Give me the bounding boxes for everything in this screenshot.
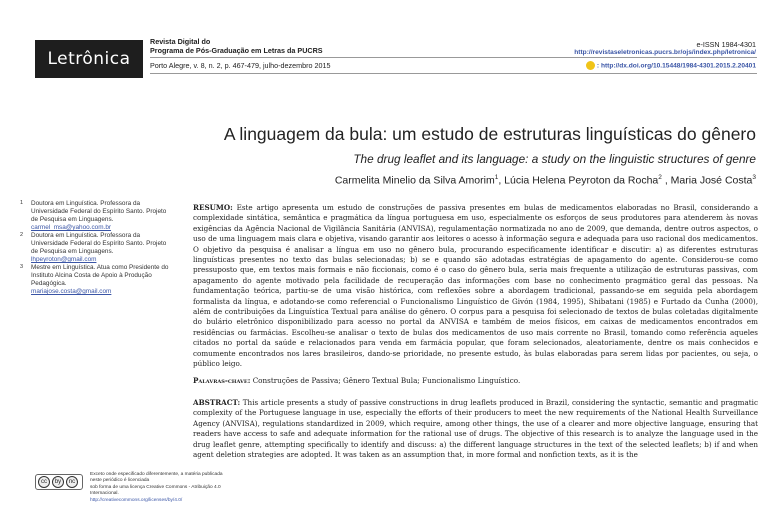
article-subtitle: The drug leaflet and its language: a study on the linguistic structures of genre [353,152,756,166]
doi-link[interactable]: : http://dx.doi.org/10.15448/1984-4301.2015.2.20401 [586,61,756,70]
header-rule-top [150,57,757,58]
author-list: Carmelita Minelio da Silva Amorim$^1$, Lúcia Helena Peyroton da Rocha$^2$ , Maria José Costa$^3$ [334,174,756,187]
nc-icon: nc [66,476,78,488]
email-link[interactable]: carmel_msa@yahoo.com.br [31,224,112,231]
license-text: Exceto onde especificado diferentemente, a matéria publicada neste periódico é licenciada sob forma de uma licença Creative Commons - Atribuição 4.0 Internacional. http://creativecommons.org/licenses/by/4.0/ [90,472,223,503]
footnote-item: 2 Doutora em Linguística. Professora da Universidade Federal do Espírito Santo. Projeto de Pesquisa em Linguagens. lhpeyroton@gmail.com [20,232,167,263]
issn: e-ISSN 1984-4301 [696,40,756,49]
article-title: A linguagem da bula: um estudo de estruturas linguísticas do gênero [223,124,756,144]
license-link[interactable]: http://creativecommons.org/licenses/by/4.0/ [90,497,183,503]
footnote-item: 3 Mestre em Linguística. Atua como Presidente do Instituto Alcina Costa de Apoio à Produção Pedagógica. mariajose.costa@gmail.com [20,264,169,295]
by-icon: by [52,476,64,488]
header-rule-bottom [150,73,757,74]
cc-license-badge[interactable] [35,474,83,490]
cc-icon: cc [38,476,50,488]
abstract-paragraph: ABSTRACT: This article presents a study of passive constructions in drug leaflets produced in Brazil, considering the syntactic, semantic and pragmatic complexity of the Portuguese language in use, especially the efforts of their producers to meet the new requirements of the National Health Surveillance Agency (ANVISA), regulations standardized in 2009, which require, among other things, the use of a clearer and more objective language, ensuring that readers have access to safe and adequate information for the rational use of drugs. The objective of this research is to analyze the language used in the drug leaflet genre, attempting specifically to identify and discuss: a) the different language structures in the text of the selected leaflets; b) if and when agent deletion strategies are adopted. It was taken as an assumption that, in more formal and nonfiction texts, as it is the [193,398,758,460]
journal-name: Revista Digital do Programa de Pós-Graduação em Letras da PUCRS [150,37,323,55]
citation-line: Porto Alegre, v. 8, n. 2, p. 467-479, julho-dezembro 2015 [150,61,331,70]
resumo-paragraph: RESUMO: Este artigo apresenta um estudo de construções de passiva presentes em bulas de medicamentos elaboradas no Brasil, considerando a complexidade sintática, semântica e pragmática da língua portuguesa em uso, especialmente os esforços de seus produtores para atenderem às novas exigências da Agência Nacional de Vigilância Sanitária (ANVISA), regulamentação normatizada no ano de 2009, que demanda, dentre outros aspectos, o uso de uma linguagem mais clara e objetiva, visando garantir aos leitores o acesso à informação segura e adequada para uso racional dos medicamentos. O objetivo da pesquisa é analisar a língua em uso no gênero bula, procurando especificamente identificar e discutir: a) as diferentes estruturas linguísticas presentes no texto das bulas selecionadas; b) se e quando são adotadas estratégias de apagamento do agente. Considerou-se como pressuposto que, em textos mais formais e não ficcionais, como é o caso do gênero bula, seria mais frequente a utilização de estruturas passivas, com apagamento do agente motivado pela facilidade de recuperação das informações com base no conhecimento pragmático geral das pessoas. Na fundamentação teórica, partiu-se de uma visão histórica, com reflexões sobre a abordagem tradicional, passando-se em seguida pela abordagem formalista da língua, e adotando-se como referencial o Funcionalismo Linguístico de Givón (1984, 1995), Shibatani (1985) e Furtado da Cunha (2000), além de contribuições da Linguística Textual para análise do gênero. O corpus para a pesquisa foi selecionado de textos de bulas coletadas digitalmente do bulário eletrônico disponibilizado para acesso no portal da ANVISA e também de meios físicos, em caixas de medicamentos encontrados em residências ou farmácias. Escolheu-se analisar o texto de bulas dos medicamentos de uso mais corrente no Brasil, tomando como referência aqueles citados no portal da saúde e relacionados para venda em farmácia popular, que foram selecionados, aleatoriamente, dentre os mais conhecidos e comumente encontrados nos lares brasileiros, dando-se prioridade, no presente estudo, às bulas elaboradas para serem lidas por pacientes, ou seja, o público leigo. [193,203,758,369]
email-link[interactable]: lhpeyroton@gmail.com [31,256,97,263]
author-footnotes [20,200,172,296]
email-link[interactable]: mariajose.costa@gmail.com [31,288,112,295]
crossref-icon [586,61,595,70]
keywords-line: Palavras-chave: Construções de Passiva; Gênero Textual Bula; Funcionalismo Linguístico. [193,376,521,385]
footnote-item: 1 Doutora em Linguística. Professora da Universidade Federal do Espírito Santo. Projeto de Pesquisa em Linguagens. carmel_msa@yahoo.com.br [20,200,167,231]
journal-url-link[interactable]: http://revistaseletronicas.pucrs.br/ojs/index.php/letronica/ [574,49,756,56]
journal-logo: Letrônica [35,40,143,78]
